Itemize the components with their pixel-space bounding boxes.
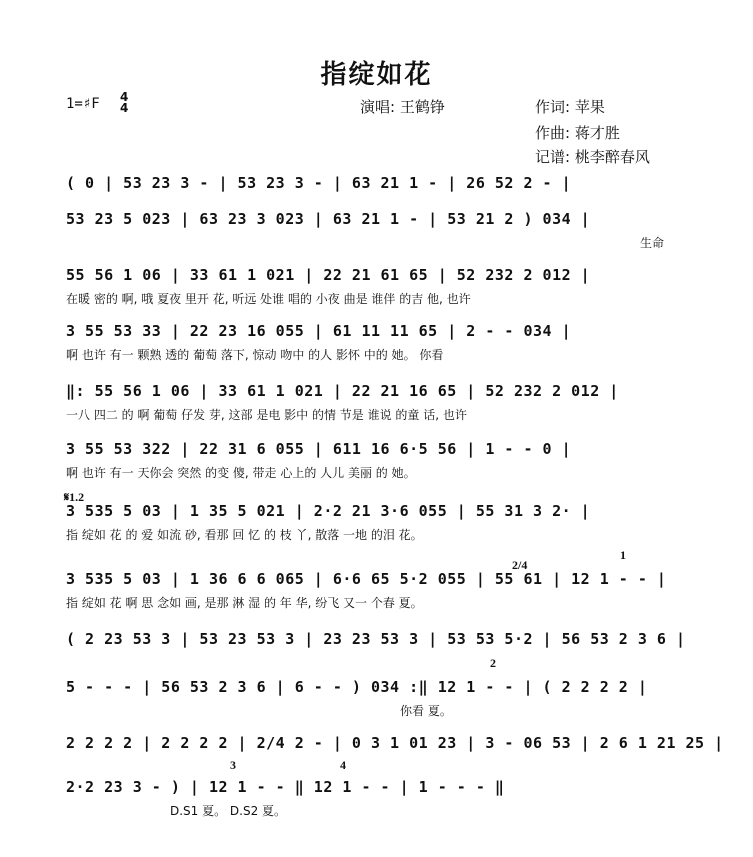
note-line: 5 - - - | 56 53 2 3 6 | 6 - - ) 034 :‖ 12 1 - - | ( 2 2 2 2 | [66, 678, 648, 696]
lyricist-credit: 作词: 苹果 [535, 98, 605, 116]
song-title: 指绽如花 [320, 60, 433, 90]
note-line: 2 2 2 2 | 2 2 2 2 | 2/4 2 - | 0 3 1 01 23 | 3 - 06 53 | 2 6 1 21 25 | [66, 734, 724, 752]
note-line: 55 56 1 06 | 33 61 1 021 | 22 21 61 65 | 52 232 2 012 | [66, 266, 591, 284]
score-row [0, 778, 753, 834]
lyric-line: 你看 夏。 [400, 704, 452, 718]
note-line: 2·2 23 3 - ) | 12 1 - - ‖ 12 1 - - | 1 - - - ‖ [66, 778, 505, 796]
note-line: 3 535 5 03 | 1 35 5 021 | 2·2 21 3·6 055 | 55 31 3 2· | [66, 502, 591, 520]
score-row [0, 210, 753, 266]
lyric-line: 指 绽如 花 啊 思 念如 画, 是那 淋 湿 的 年 华, 纷飞 又一 个春 夏。 [66, 596, 423, 610]
transcriber-credit: 记谱: 桃李醉春风 [535, 148, 650, 166]
note-line: 3 55 53 322 | 22 31 6 055 | 611 16 6·5 56 | 1 - - 0 | [66, 440, 572, 458]
score-row [0, 570, 753, 626]
lyric-line: D.S1 夏。 D.S2 夏。 [170, 804, 287, 818]
singer-credit: 演唱: 王鹤铮 [360, 98, 445, 116]
note-line: ( 0 | 53 23 3 - | 53 23 3 - | 63 21 1 - | 26 52 2 - | [66, 174, 572, 192]
volta-bracket-1: 1 [620, 548, 626, 562]
lyric-line: 指 绽如 花 的 爱 如流 砂, 看那 回 忆 的 枝 丫, 散落 一地 的泪 花。 [66, 528, 423, 542]
note-line: 53 23 5 023 | 63 23 3 023 | 63 21 1 - | 53 21 2 ) 034 | [66, 210, 591, 228]
note-line: ‖: 55 56 1 06 | 33 61 1 021 | 22 21 16 65 | 52 232 2 012 | [66, 382, 619, 400]
score-row [0, 322, 753, 378]
meter-top: 4 [120, 90, 129, 104]
volta-bracket-3: 3 [230, 758, 236, 772]
time-signature [120, 92, 128, 114]
lyric-line: 啊 也许 有一 颗熟 透的 葡萄 落下, 惊动 吻中 的人 影怀 中的 她。 你看 [66, 348, 444, 362]
segno-mark: 𝄋1.2 [64, 490, 85, 504]
lyric-line: 生命 [640, 236, 665, 250]
score-row [0, 266, 753, 322]
lyric-line: 一八 四二 的 啊 葡萄 仔发 芽, 这部 是电 影中 的情 节是 谁说 的童 话, 也许 [66, 408, 467, 422]
note-line: 3 55 53 33 | 22 23 16 055 | 61 11 11 65 | 2 - - 034 | [66, 322, 572, 340]
score-row [0, 502, 753, 558]
score-row [0, 678, 753, 734]
score-row [0, 440, 753, 496]
note-line: 3 535 5 03 | 1 36 6 6 065 | 6·6 65 5·2 055 | 55 61 | 12 1 - - | [66, 570, 667, 588]
note-line: ( 2 23 53 3 | 53 23 53 3 | 23 23 53 3 | 53 53 5·2 | 56 53 2 3 6 | [66, 630, 686, 648]
composer-credit: 作曲: 蒋才胜 [535, 124, 620, 142]
key-signature: 1=♯F [66, 96, 100, 112]
volta-bracket-4: 4 [340, 758, 346, 772]
lyric-line: 啊 也许 有一 天你会 突然 的变 傻, 带走 心上的 人儿 美丽 的 她。 [66, 466, 416, 480]
meter-bottom: 4 [120, 101, 129, 115]
volta-bracket-2: 2 [490, 656, 496, 670]
time-change-mark: 2/4 [512, 558, 528, 572]
score-row [0, 382, 753, 438]
lyric-line: 在暖 密的 啊, 哦 夏夜 里开 花, 听远 处谁 唱的 小夜 曲是 谁伴 的吉 他, 也许 [66, 292, 471, 306]
